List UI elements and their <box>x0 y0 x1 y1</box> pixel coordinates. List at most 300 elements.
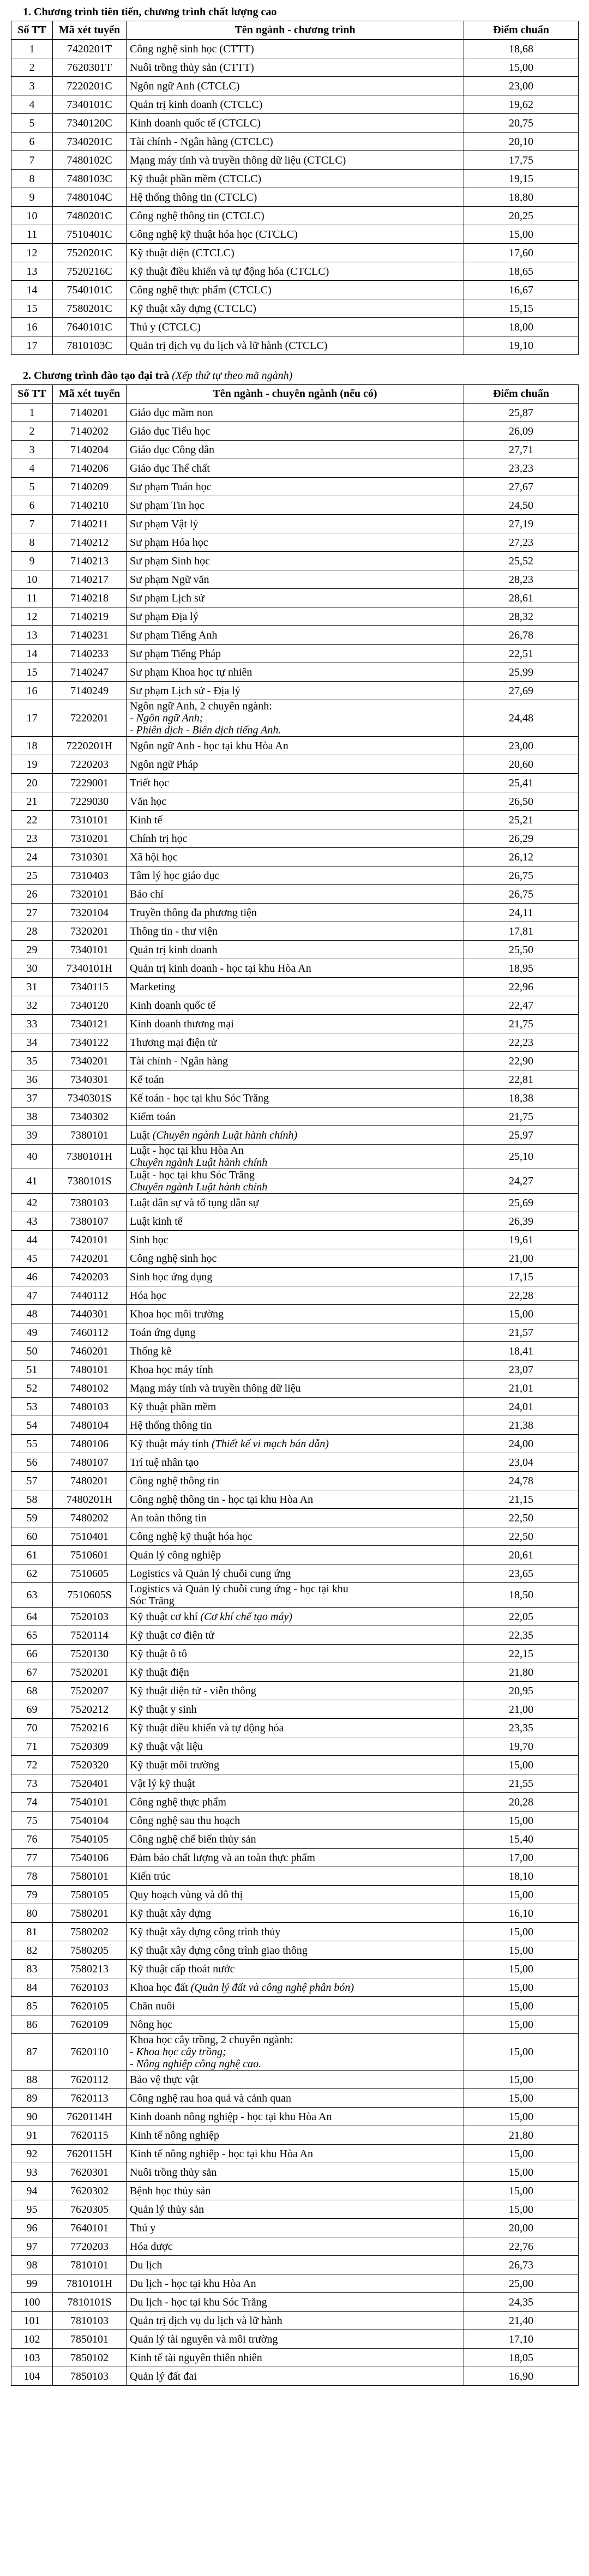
table-row <box>11 1342 579 1361</box>
admission-score: 21,01 <box>464 1379 579 1398</box>
table-row <box>11 496 579 515</box>
admission-score: 25,69 <box>464 1194 579 1212</box>
program-name-cell <box>127 1886 464 1904</box>
program-name-cell <box>127 58 464 77</box>
admission-code: 7340115 <box>53 978 127 996</box>
admission-score: 20,10 <box>464 133 579 151</box>
row-number: 18 <box>11 737 53 755</box>
admission-code: 7580201C <box>53 299 127 318</box>
program-name-cell <box>127 2163 464 2182</box>
table-row <box>11 244 579 262</box>
admission-code: 7480104C <box>53 188 127 207</box>
row-number: 1 <box>11 404 53 422</box>
admission-code: 7620301T <box>53 58 127 77</box>
table-row <box>11 1849 579 1867</box>
row-number: 54 <box>11 1416 53 1435</box>
program-name: Du lịch <box>130 2259 163 2271</box>
program-name: Sư phạm Tin học <box>130 499 205 511</box>
row-number: 12 <box>11 607 53 626</box>
program-name: Luật dân sự và tố tụng dân sự <box>130 1196 259 1209</box>
admission-score: 26,73 <box>464 2256 579 2274</box>
program-name: Sư phạm Ngữ văn <box>130 573 209 586</box>
row-number: 8 <box>11 170 53 188</box>
admission-code: 7510401 <box>53 1527 127 1546</box>
program-name-cell <box>127 1700 464 1719</box>
row-number: 88 <box>11 2071 53 2089</box>
row-number: 77 <box>11 1849 53 1867</box>
program-name-cell <box>127 570 464 589</box>
admission-score: 25,00 <box>464 2274 579 2293</box>
table-row <box>11 1323 579 1342</box>
admission-score: 18,38 <box>464 1089 579 1108</box>
col-header-code: Mã xét tuyển <box>53 21 127 40</box>
program-name: Quản lý đất đai <box>130 2370 197 2382</box>
admission-score: 18,00 <box>464 318 579 336</box>
table-row <box>11 1960 579 1978</box>
admission-code: 7380101H <box>53 1145 127 1169</box>
program-name: Kỹ thuật điện <box>130 1666 189 1678</box>
program-name-cell <box>127 1108 464 1126</box>
admission-score: 21,00 <box>464 1249 579 1268</box>
row-number: 97 <box>11 2237 53 2256</box>
row-number: 13 <box>11 262 53 281</box>
admission-score: 23,07 <box>464 1361 579 1379</box>
program-name-cell <box>127 1472 464 1490</box>
admission-code: 7620305 <box>53 2200 127 2219</box>
table-row <box>11 941 579 959</box>
program-name-cell <box>127 404 464 422</box>
program-name-cell <box>127 1923 464 1941</box>
admission-score: 22,90 <box>464 1052 579 1070</box>
program-name-cell <box>127 1960 464 1978</box>
program-name: Giáo dục Tiểu học <box>130 425 211 437</box>
table-row <box>11 755 579 774</box>
program-name: Kỹ thuật xây dựng công trình thủy <box>130 1925 281 1938</box>
admission-code: 7140218 <box>53 589 127 607</box>
section2-title-text: 2. Chương trình đào tạo đại trà <box>23 370 170 382</box>
admission-code: 7420201T <box>53 40 127 58</box>
section2-table-body <box>11 404 579 2386</box>
admission-score: 22,51 <box>464 645 579 663</box>
program-name: Ngôn ngữ Anh - học tại khu Hòa An <box>130 739 289 752</box>
program-name: Marketing <box>130 980 176 993</box>
table-row <box>11 1978 579 1997</box>
admission-code: 7620113 <box>53 2089 127 2108</box>
program-name-cell <box>127 1089 464 1108</box>
row-number: 89 <box>11 2089 53 2108</box>
admission-score: 27,23 <box>464 533 579 552</box>
program-name: Kỹ thuật phần mềm (CTCLC) <box>130 172 262 185</box>
table-row <box>11 478 579 496</box>
admission-score: 24,35 <box>464 2293 579 2312</box>
admission-score: 19,61 <box>464 1231 579 1249</box>
admission-code: 7380101 <box>53 1126 127 1145</box>
program-name-cell <box>127 1416 464 1435</box>
admission-code: 7460201 <box>53 1342 127 1361</box>
program-name: Sư phạm Tiếng Anh <box>130 629 218 641</box>
section2-table <box>11 384 579 2386</box>
admission-code: 7440301 <box>53 1305 127 1323</box>
admission-code: 7140204 <box>53 441 127 459</box>
admission-score: 25,50 <box>464 941 579 959</box>
admission-code: 7540101C <box>53 281 127 299</box>
admission-score: 22,23 <box>464 1033 579 1052</box>
admission-score: 21,75 <box>464 1015 579 1033</box>
row-number: 4 <box>11 459 53 478</box>
admission-score: 16,10 <box>464 1904 579 1923</box>
table-row <box>11 1923 579 1941</box>
admission-code: 7480102C <box>53 151 127 170</box>
admission-score: 18,80 <box>464 188 579 207</box>
row-number: 57 <box>11 1472 53 1490</box>
program-name: Sinh học <box>130 1233 169 1246</box>
program-name-cell <box>127 1830 464 1849</box>
admission-code: 7620103 <box>53 1978 127 1997</box>
program-name-cell <box>127 1564 464 1583</box>
row-number: 9 <box>11 552 53 570</box>
table-row <box>11 774 579 792</box>
admission-score: 20,25 <box>464 207 579 225</box>
table-row <box>11 188 579 207</box>
row-number: 44 <box>11 1231 53 1249</box>
row-number: 104 <box>11 2367 53 2386</box>
program-name: Kế toán - học tại khu Sóc Trăng <box>130 1092 269 1104</box>
program-name: Kinh doanh quốc tế <box>130 999 216 1012</box>
program-name-cell <box>127 40 464 58</box>
program-name-cell <box>127 2312 464 2330</box>
program-name: Kỹ thuật xây dựng <box>130 1907 212 1919</box>
program-name: Sư phạm Lịch sử - Địa lý <box>130 684 241 697</box>
table-row <box>11 225 579 244</box>
admission-code: 7620105 <box>53 1997 127 2015</box>
row-number: 33 <box>11 1015 53 1033</box>
program-name-cell <box>127 496 464 515</box>
admission-score: 22,15 <box>464 1645 579 1663</box>
table-row <box>11 885 579 904</box>
admission-code: 7140247 <box>53 663 127 682</box>
table-row <box>11 1830 579 1849</box>
program-name-cell <box>127 2015 464 2034</box>
row-number: 3 <box>11 441 53 459</box>
table-row <box>11 829 579 848</box>
table-row <box>11 1435 579 1453</box>
row-number: 84 <box>11 1978 53 1997</box>
admission-score: 15,00 <box>464 2200 579 2219</box>
admission-score: 23,00 <box>464 737 579 755</box>
admission-code: 7420201 <box>53 1249 127 1268</box>
table-row <box>11 1231 579 1249</box>
program-name-cell <box>127 95 464 114</box>
program-name: Kỹ thuật cấp thoát nước <box>130 1963 235 1975</box>
program-name: Công nghệ chế biến thủy sản <box>130 1833 256 1845</box>
program-name-cell <box>127 774 464 792</box>
table-row <box>11 1070 579 1089</box>
row-number: 7 <box>11 515 53 533</box>
row-number: 80 <box>11 1904 53 1923</box>
program-name: Sư phạm Địa lý <box>130 610 199 623</box>
program-name: Sư phạm Lịch sử <box>130 592 205 604</box>
admission-code: 7140217 <box>53 570 127 589</box>
program-name: Khoa học cây trồng, 2 chuyên ngành: <box>130 2034 293 2046</box>
admission-code: 7540106 <box>53 1849 127 1867</box>
admission-code: 7620110 <box>53 2034 127 2071</box>
row-number: 11 <box>11 589 53 607</box>
program-name: Truyền thông đa phương tiện <box>130 906 257 919</box>
row-number: 58 <box>11 1490 53 1509</box>
col-header-stt: Số TT <box>11 385 53 404</box>
table-row <box>11 2237 579 2256</box>
table-row <box>11 626 579 645</box>
program-name-cell <box>127 1249 464 1268</box>
admission-code: 7140213 <box>53 552 127 570</box>
row-number: 101 <box>11 2312 53 2330</box>
program-name-cell <box>127 2108 464 2126</box>
program-name: Mạng máy tính và truyền thông dữ liệu (CTCLC) <box>130 154 346 166</box>
row-number: 10 <box>11 570 53 589</box>
row-number: 92 <box>11 2145 53 2163</box>
row-number: 2 <box>11 422 53 441</box>
admission-code: 7380103 <box>53 1194 127 1212</box>
table-row <box>11 1811 579 1830</box>
table-row <box>11 959 579 978</box>
program-name-cell <box>127 533 464 552</box>
row-number: 36 <box>11 1070 53 1089</box>
program-name-cell <box>127 682 464 700</box>
admission-code: 7850102 <box>53 2349 127 2367</box>
program-name: Khoa học đất <box>130 1981 188 1994</box>
table-row <box>11 151 579 170</box>
program-name-cell <box>127 1645 464 1663</box>
table-row <box>11 1145 579 1169</box>
program-name-continued: Sóc Trăng <box>130 1595 175 1607</box>
admission-code: 7140209 <box>53 478 127 496</box>
admission-score: 23,23 <box>464 459 579 478</box>
admission-code: 7620302 <box>53 2182 127 2200</box>
program-name: Kế toán <box>130 1073 164 1086</box>
program-name: Khoa học môi trường <box>130 1308 224 1320</box>
admission-score: 28,23 <box>464 570 579 589</box>
admission-score: 19,62 <box>464 95 579 114</box>
admission-score: 26,12 <box>464 848 579 866</box>
admission-score: 21,38 <box>464 1416 579 1435</box>
admission-score: 25,99 <box>464 663 579 682</box>
program-name: Công nghệ sau thu hoạch <box>130 1814 241 1827</box>
row-number: 70 <box>11 1719 53 1737</box>
table-row <box>11 170 579 188</box>
row-number: 21 <box>11 792 53 811</box>
program-name-cell <box>127 2293 464 2312</box>
table-row <box>11 1089 579 1108</box>
program-name: Quản trị dịch vụ du lịch và lữ hành <box>130 2314 283 2327</box>
table-row <box>11 737 579 755</box>
table-row <box>11 1663 579 1682</box>
row-number: 1 <box>11 40 53 58</box>
admission-code: 7580201 <box>53 1904 127 1923</box>
admission-score: 24,50 <box>464 496 579 515</box>
row-number: 75 <box>11 1811 53 1830</box>
program-name-cell <box>127 1941 464 1960</box>
admission-score: 26,29 <box>464 829 579 848</box>
admission-score: 22,50 <box>464 1527 579 1546</box>
table-row <box>11 1108 579 1126</box>
table-row <box>11 1052 579 1070</box>
row-number: 5 <box>11 478 53 496</box>
table-row <box>11 459 579 478</box>
program-name-cell <box>127 996 464 1015</box>
admission-code: 7620114H <box>53 2108 127 2126</box>
admission-code: 7340122 <box>53 1033 127 1052</box>
admission-score: 21,55 <box>464 1774 579 1793</box>
program-name-cell <box>127 1490 464 1509</box>
program-name-cell <box>127 1435 464 1453</box>
table-row <box>11 1719 579 1737</box>
admission-score: 24,27 <box>464 1169 579 1194</box>
table-row <box>11 1645 579 1663</box>
row-number: 32 <box>11 996 53 1015</box>
program-name: Logistics và Quản lý chuỗi cung ứng - học tại khu <box>130 1583 348 1595</box>
program-name: Triết học <box>130 777 170 789</box>
admission-score: 18,05 <box>464 2349 579 2367</box>
program-name: Giáo dục Công dân <box>130 443 214 456</box>
admission-score: 23,65 <box>464 1564 579 1583</box>
program-name-cell <box>127 422 464 441</box>
row-number: 93 <box>11 2163 53 2182</box>
program-name-cell <box>127 1453 464 1472</box>
admission-code: 7420101 <box>53 1231 127 1249</box>
row-number: 5 <box>11 114 53 133</box>
program-name-cell <box>127 207 464 225</box>
program-name-cell <box>127 959 464 978</box>
row-number: 14 <box>11 281 53 299</box>
admission-score: 22,47 <box>464 996 579 1015</box>
table-row <box>11 1793 579 1811</box>
admission-score: 15,00 <box>464 2182 579 2200</box>
table-row <box>11 2293 579 2312</box>
program-name-cell <box>127 441 464 459</box>
program-name: Kỹ thuật máy tính <box>130 1437 209 1450</box>
admission-code: 7310301 <box>53 848 127 866</box>
admission-code: 7229001 <box>53 774 127 792</box>
admission-code: 7140212 <box>53 533 127 552</box>
row-number: 2 <box>11 58 53 77</box>
row-number: 6 <box>11 496 53 515</box>
admission-score: 18,95 <box>464 959 579 978</box>
program-name-cell <box>127 336 464 355</box>
program-name-cell <box>127 1212 464 1231</box>
admission-code: 7810101H <box>53 2274 127 2293</box>
table-row <box>11 281 579 299</box>
program-name-cell <box>127 1608 464 1626</box>
table-row <box>11 1416 579 1435</box>
table-row <box>11 1626 579 1645</box>
table-row <box>11 811 579 829</box>
table-row <box>11 58 579 77</box>
admission-score: 28,32 <box>464 607 579 626</box>
program-name-cell <box>127 2256 464 2274</box>
program-name: Kinh doanh thương mại <box>130 1018 234 1030</box>
admission-score: 15,00 <box>464 2015 579 2034</box>
table-row <box>11 2367 579 2386</box>
program-name: Kỹ thuật cơ điện tử <box>130 1629 214 1641</box>
admission-score: 15,00 <box>464 1305 579 1323</box>
program-name-cell <box>127 792 464 811</box>
admission-score: 16,67 <box>464 281 579 299</box>
program-name: Quản trị kinh doanh <box>130 943 218 956</box>
row-number: 67 <box>11 1663 53 1682</box>
admission-code: 7140231 <box>53 626 127 645</box>
admission-code: 7140233 <box>53 645 127 663</box>
program-name-cell <box>127 848 464 866</box>
program-name-cell <box>127 262 464 281</box>
row-number: 59 <box>11 1509 53 1527</box>
program-name: Tài chính - Ngân hàng <box>130 1055 228 1067</box>
program-name-cell <box>127 922 464 941</box>
table-row <box>11 1305 579 1323</box>
row-number: 3 <box>11 77 53 95</box>
row-number: 100 <box>11 2293 53 2312</box>
program-name-cell <box>127 2219 464 2237</box>
table-row <box>11 607 579 626</box>
admission-score: 21,00 <box>464 1700 579 1719</box>
row-number: 52 <box>11 1379 53 1398</box>
program-name-cell <box>127 151 464 170</box>
program-name: Logistics và Quản lý chuỗi cung ứng <box>130 1567 291 1580</box>
row-number: 82 <box>11 1941 53 1960</box>
program-name-cell <box>127 1398 464 1416</box>
table-row <box>11 700 579 737</box>
table-row <box>11 515 579 533</box>
program-name-cell <box>127 2145 464 2163</box>
admission-code: 7810103 <box>53 2312 127 2330</box>
row-number: 29 <box>11 941 53 959</box>
row-number: 81 <box>11 1923 53 1941</box>
table-row <box>11 1608 579 1626</box>
admission-score: 18,50 <box>464 1583 579 1608</box>
program-name: Kinh tế nông nghiệp - học tại khu Hòa An <box>130 2147 314 2160</box>
row-number: 56 <box>11 1453 53 1472</box>
admission-score: 27,71 <box>464 441 579 459</box>
table-row <box>11 77 579 95</box>
program-name-cell <box>127 1361 464 1379</box>
program-name: Hệ thống thông tin (CTCLC) <box>130 191 257 203</box>
program-name: Kiểm toán <box>130 1110 176 1123</box>
admission-score: 15,00 <box>464 1811 579 1830</box>
row-number: 28 <box>11 922 53 941</box>
program-name-cell <box>127 1978 464 1997</box>
admission-score: 19,15 <box>464 170 579 188</box>
admission-score: 24,11 <box>464 904 579 922</box>
program-name-cell <box>127 755 464 774</box>
admission-code: 7340101C <box>53 95 127 114</box>
table-row <box>11 2163 579 2182</box>
program-name-cell <box>127 170 464 188</box>
table-row <box>11 1737 579 1756</box>
table-row <box>11 1033 579 1052</box>
program-name-cell <box>127 904 464 922</box>
program-name: Kinh tế tài nguyên thiên nhiên <box>130 2351 262 2364</box>
admission-code: 7220201 <box>53 700 127 737</box>
program-name-note: (Cơ khí chế tạo máy) <box>200 1610 292 1623</box>
admission-code: 7850101 <box>53 2330 127 2349</box>
program-name-cell <box>127 552 464 570</box>
table-row <box>11 2182 579 2200</box>
program-name: Kỹ thuật cơ khí <box>130 1610 198 1623</box>
admission-score: 26,75 <box>464 885 579 904</box>
admission-code: 7520216 <box>53 1719 127 1737</box>
row-number: 103 <box>11 2349 53 2367</box>
table-row <box>11 2330 579 2349</box>
admission-code: 7480202 <box>53 1509 127 1527</box>
